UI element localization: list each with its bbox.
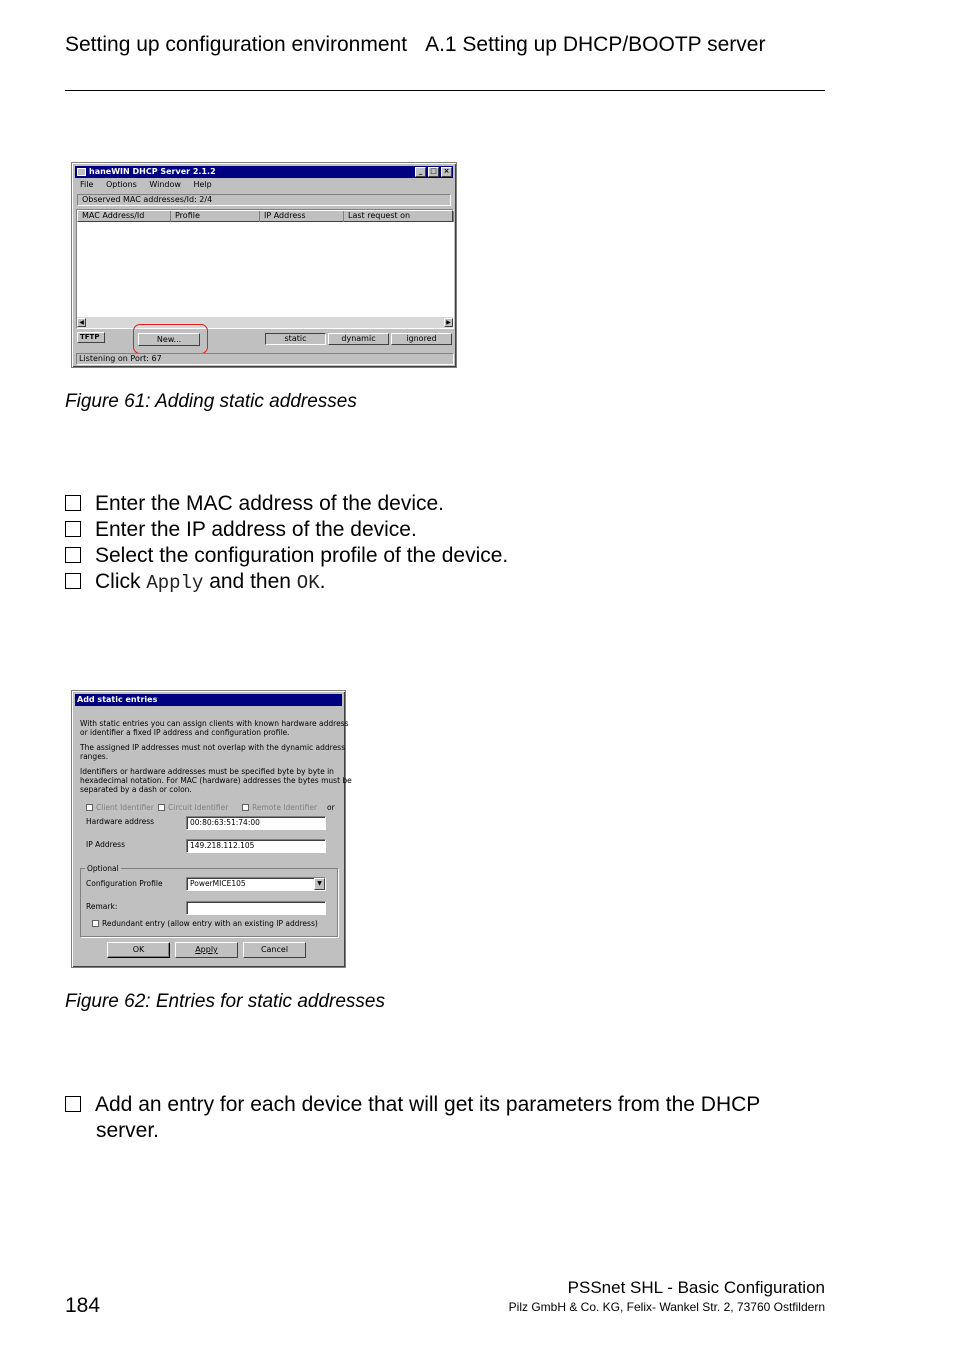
checkbox-icon [65, 1096, 81, 1112]
circuit-identifier-checkbox[interactable]: Circuit Identifier [158, 803, 228, 812]
scroll-right-icon[interactable]: ▶ [444, 318, 453, 327]
tab-ignored[interactable]: ignored [391, 333, 452, 345]
checkbox-icon [65, 573, 81, 589]
or-label: or [327, 803, 335, 812]
observed-addresses-bar [77, 194, 451, 206]
dhcp-window-title: haneWIN DHCP Server 2.1.2 [89, 167, 216, 176]
tab-dynamic[interactable]: dynamic [328, 333, 389, 345]
menu-help[interactable]: Help [193, 180, 212, 189]
running-header [65, 33, 765, 57]
figure61-caption: Figure 61: Adding static addresses [65, 391, 357, 412]
minimize-icon[interactable]: _ [415, 167, 426, 177]
configuration-profile-label: Configuration Profile [86, 879, 163, 888]
apply-button[interactable]: Apply [175, 942, 238, 958]
col-profile[interactable]: Profile [171, 211, 260, 222]
checkbox-icon [65, 521, 81, 537]
format-line-1: Identifiers or hardware addresses must be specified byte by byte in [80, 767, 334, 776]
col-ip-address[interactable]: IP Address [260, 211, 344, 222]
remark-label: Remark: [86, 902, 118, 911]
cancel-button[interactable]: Cancel [243, 942, 306, 958]
format-line-3: separated by a dash or colon. [80, 785, 192, 794]
dropdown-arrow-icon[interactable]: ▼ [314, 878, 325, 890]
menu-options[interactable]: Options [105, 180, 137, 189]
ip-address-label: IP Address [86, 840, 125, 849]
redundant-entry-checkbox[interactable]: Redundant entry (allow entry with an existing IP address) [92, 919, 318, 928]
new-button[interactable]: New... [138, 333, 200, 346]
checkbox-icon[interactable] [158, 804, 165, 811]
dhcp-window-titlebar [75, 166, 453, 178]
hardware-address-input[interactable]: 00:80:63:51:74:00 [186, 816, 326, 830]
tab-static[interactable]: static [265, 333, 326, 345]
menu-window[interactable]: Window [149, 180, 181, 189]
app-icon [77, 168, 86, 176]
header-rule [65, 90, 825, 91]
menu-file[interactable]: File [80, 180, 94, 189]
footer-title: PSSnet SHL - Basic Configuration [567, 1278, 825, 1297]
col-mac-address[interactable]: MAC Address/Id [78, 211, 171, 222]
ip-address-input[interactable]: 149.218.112.105 [186, 839, 326, 853]
remark-input[interactable] [186, 901, 326, 915]
format-line-2: hexadecimal notation. For MAC (hardware) addresses the bytes must be [80, 776, 352, 785]
ok-keyword: OK [296, 572, 320, 594]
menu-bar [80, 180, 222, 189]
optional-group-label: Optional [87, 864, 119, 873]
status-bar [76, 353, 454, 365]
add-static-entries-dialog [71, 690, 352, 968]
checkbox-icon[interactable] [86, 804, 93, 811]
col-last-request[interactable]: Last request on [344, 211, 454, 222]
tftp-button[interactable]: TFTP [77, 332, 105, 343]
checkbox-icon [65, 495, 81, 511]
address-list[interactable] [76, 209, 454, 329]
step-enter-mac: Enter the MAC address of the device. [65, 492, 444, 516]
step-add-entry: Add an entry for each device that will get its parameters from the DHCP [65, 1093, 760, 1117]
scroll-left-icon[interactable]: ◀ [77, 318, 86, 327]
status-text: Listening on Port: 67 [79, 354, 162, 363]
dialog-titlebar [75, 694, 342, 706]
checkbox-icon [65, 547, 81, 563]
ok-button[interactable]: OK [107, 942, 170, 958]
dhcp-server-window [71, 162, 457, 368]
figure62-caption: Figure 62: Entries for static addresses [65, 991, 385, 1012]
client-identifier-checkbox[interactable]: Client Identifier [86, 803, 154, 812]
page-number: 184 [65, 1294, 101, 1317]
header-section: A.1 Setting up DHCP/BOOTP server [425, 33, 766, 56]
step-select-profile: Select the configuration profile of the device. [65, 544, 508, 568]
intro-line-1: With static entries you can assign clients with known hardware address [80, 719, 349, 728]
checkbox-icon[interactable] [242, 804, 249, 811]
list-header [77, 210, 453, 222]
step-add-entry-cont: server. [96, 1119, 160, 1142]
hardware-address-label: Hardware address [86, 817, 155, 826]
remote-identifier-checkbox[interactable]: Remote Identifier [242, 803, 317, 812]
configuration-profile-select[interactable]: PowerMICE105 ▼ [186, 877, 326, 891]
overlap-line-1: The assigned IP addresses must not overlap with the dynamic address [80, 743, 345, 752]
header-chapter: Setting up configuration environment [65, 33, 408, 56]
footer-address: Pilz GmbH & Co. KG, Felix- Wankel Str. 2, 73760 Ostfildern [508, 1300, 825, 1314]
maximize-icon[interactable]: □ [428, 167, 439, 177]
step-click-apply: Click Apply and then OK. [65, 570, 325, 594]
dialog-title: Add static entries [77, 695, 158, 704]
intro-line-2: or identifier a fixed IP address and configuration profile. [80, 728, 290, 737]
close-icon[interactable]: × [441, 167, 452, 177]
apply-keyword: Apply [146, 572, 204, 594]
observed-addresses-label: Observed MAC addresses/Id: 2/4 [82, 195, 213, 204]
checkbox-icon[interactable] [92, 920, 99, 927]
overlap-line-2: ranges. [80, 752, 109, 761]
step-enter-ip: Enter the IP address of the device. [65, 518, 417, 542]
